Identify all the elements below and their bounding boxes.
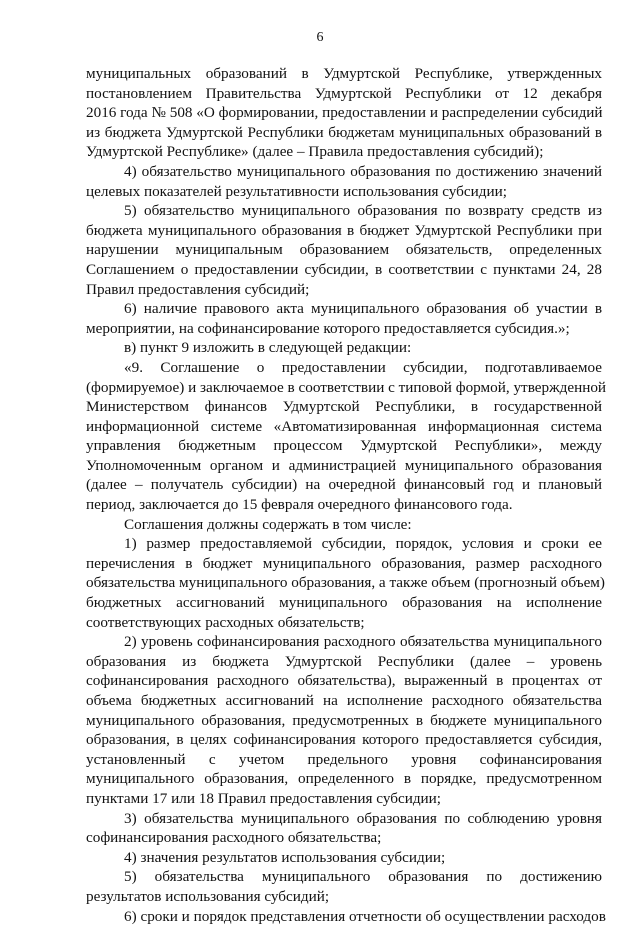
text-line: в) пункт 9 изложить в следующей редакции:	[124, 339, 412, 357]
text-line: объема бюджетных ассигнований на исполнение расходного обязательства	[86, 692, 602, 709]
text-line: установленный с учетом предельного уровня софинансирования	[86, 750, 602, 768]
text-line: 1) размер предоставляемой субсидии, порядок, условия и сроки ее	[124, 535, 602, 553]
text-line: Соглашения должны содержать в том числе:	[124, 515, 412, 533]
text-line: период, заключается до 15 февраля очередного финансового года.	[86, 496, 513, 514]
text-line: Соглашением о предоставлении субсидии, в соответствии с пунктами 24, 28	[86, 260, 602, 278]
text-line: 5) обязательство муниципального образования по возврату средств из	[124, 202, 602, 220]
text-line: 5) обязательства муниципального образования по достижению	[124, 868, 602, 886]
text-line: муниципального образования, определенного в порядке, предусмотренном	[86, 770, 602, 788]
page-number: 6	[316, 30, 324, 45]
text-line: управления бюджетным процессом Удмуртской Республики», между	[86, 437, 602, 455]
text-line: соответствующих расходных обязательств;	[86, 613, 365, 631]
text-line: 4) значения результатов использования субсидии;	[124, 848, 446, 866]
text-line: постановлением Правительства Удмуртской Республики от 12 декабря	[86, 84, 602, 102]
text-line: информационной системе «Автоматизированная информационная система	[86, 417, 602, 435]
text-line: пунктами 17 или 18 Правил предоставления субсидии;	[86, 789, 442, 807]
text-line: софинансирования расходного обязательства), выраженный в процентах от	[86, 672, 602, 690]
text-line: (далее – получатель субсидии) на очередной финансовый год и плановый	[86, 476, 602, 494]
text-line: из бюджета Удмуртской Республики бюджетам муниципальных образований в	[86, 123, 602, 141]
text-line: Министерством финансов Удмуртской Республики, в государственной	[86, 398, 602, 416]
text-line: 4) обязательство муниципального образования по достижению значений	[124, 162, 602, 180]
text-line: «9. Соглашение о предоставлении субсидии, подготавливаемое	[124, 358, 602, 376]
text-line: обязательства муниципального образования, а также объем (прогнозный объем)	[86, 574, 605, 592]
document-body	[86, 64, 607, 926]
text-line: Правил предоставления субсидий;	[86, 280, 310, 298]
text-line: муниципального образования, предусмотренных в бюджете муниципального	[86, 711, 602, 729]
text-line: нарушении муниципальным образованием обязательств, определенных	[86, 241, 602, 259]
text-line: бюджета муниципального образования в бюджет Удмуртской Республики при	[86, 221, 602, 239]
text-line: 6) сроки и порядок представления отчетности об осуществлении расходов	[124, 907, 606, 925]
text-line: образования из бюджета Удмуртской Республики (далее – уровень	[86, 652, 602, 670]
text-line: 2) уровень софинансирования расходного обязательства муниципального	[124, 633, 602, 651]
text-line: 3) обязательства муниципального образования по соблюдению уровня	[124, 809, 602, 827]
text-line: Уполномоченным органом и администрацией муниципального образования	[86, 456, 602, 474]
text-line: бюджетных ассигнований муниципального образования на исполнение	[86, 594, 602, 612]
text-line: перечисления в бюджет муниципального образования, размер расходного	[86, 554, 602, 572]
text-line: целевых показателей результативности использования субсидии;	[86, 182, 507, 200]
text-line: мероприятии, на софинансирование которого предоставляется субсидия.»;	[86, 319, 570, 337]
text-line: 6) наличие правового акта муниципального образования об участии в	[124, 300, 602, 318]
text-line: образования, в целях софинансирования которого предоставляется субсидия,	[86, 731, 602, 749]
text-line: результатов использования субсидий;	[86, 887, 330, 905]
text-line: Удмуртской Республике» (далее – Правила предоставления субсидий);	[86, 143, 544, 161]
text-line: (формируемое) и заключаемое в соответствии с типовой формой, утвержденной	[86, 378, 607, 396]
text-line: муниципальных образований в Удмуртской Республике, утвержденных	[86, 65, 602, 82]
text-line: 2016 года № 508 «О формировании, предоставлении и распределении субсидий	[86, 104, 603, 122]
text-line: софинансирования расходного обязательства;	[86, 829, 382, 847]
